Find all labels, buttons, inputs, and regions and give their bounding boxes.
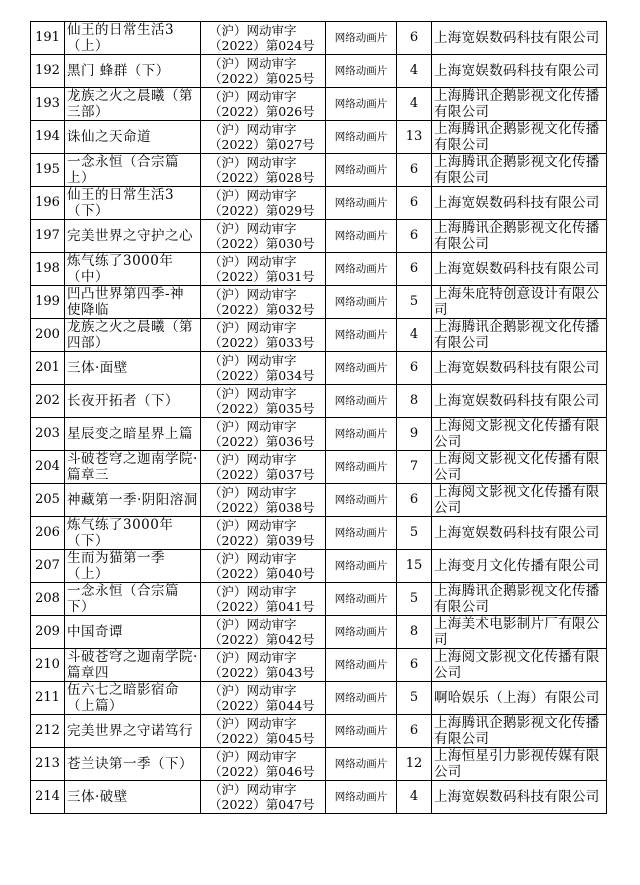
producer-company: 上海腾讯企鹅影视文化传播有限公司 — [432, 319, 607, 352]
permit-line-1: （沪）网动审字 — [209, 155, 297, 170]
approval-table — [30, 21, 607, 814]
table-row — [31, 253, 607, 286]
row-number: 204 — [31, 451, 65, 484]
episode-count: 13 — [397, 121, 432, 154]
table-row — [31, 682, 607, 715]
producer-company: 啊哈娱乐（上海）有限公司 — [432, 682, 607, 715]
row-number: 195 — [31, 154, 65, 187]
permit-line-2: （2022）第047号 — [209, 797, 315, 812]
program-title: 神藏第一季·阴阳溶洞 — [65, 484, 201, 517]
permit-number — [201, 484, 326, 517]
permit-line-1: （沪）网动审字 — [209, 683, 297, 698]
producer-company: 上海阅文影视文化传播有限公司 — [432, 451, 607, 484]
program-type: 网络动画片 — [326, 715, 397, 748]
program-type: 网络动画片 — [326, 583, 397, 616]
program-title: 龙族之火之晨曦（第四部） — [65, 319, 201, 352]
program-title: 伍六七之暗影宿命（上篇） — [65, 682, 201, 715]
permit-line-2: （2022）第038号 — [209, 500, 315, 515]
permit-line-2: （2022）第027号 — [209, 137, 315, 152]
table-row — [31, 484, 607, 517]
row-number: 196 — [31, 187, 65, 220]
permit-number — [201, 418, 326, 451]
producer-company: 上海宽娱数码科技有限公司 — [432, 22, 607, 55]
permit-line-2: （2022）第031号 — [209, 269, 315, 284]
producer-company: 上海宽娱数码科技有限公司 — [432, 352, 607, 385]
row-number: 192 — [31, 55, 65, 88]
program-type: 网络动画片 — [326, 55, 397, 88]
table-row — [31, 88, 607, 121]
program-type: 网络动画片 — [326, 187, 397, 220]
table-row — [31, 418, 607, 451]
permit-line-1: （沪）网动审字 — [209, 89, 297, 104]
episode-count: 6 — [397, 154, 432, 187]
permit-line-2: （2022）第029号 — [209, 203, 315, 218]
producer-company: 上海阅文影视文化传播有限公司 — [432, 484, 607, 517]
program-type: 网络动画片 — [326, 319, 397, 352]
program-title: 仙王的日常生活3（下） — [65, 187, 201, 220]
permit-number — [201, 88, 326, 121]
permit-line-2: （2022）第030号 — [209, 236, 315, 251]
permit-number — [201, 517, 326, 550]
row-number: 200 — [31, 319, 65, 352]
program-title: 黑门 蜂群（下） — [65, 55, 201, 88]
table-row — [31, 187, 607, 220]
program-title: 炼气练了3000年（中） — [65, 253, 201, 286]
producer-company: 上海腾讯企鹅影视文化传播有限公司 — [432, 715, 607, 748]
row-number: 214 — [31, 781, 65, 814]
table-row — [31, 55, 607, 88]
permit-line-2: （2022）第034号 — [209, 368, 315, 383]
producer-company: 上海腾讯企鹅影视文化传播有限公司 — [432, 88, 607, 121]
permit-line-2: （2022）第028号 — [209, 170, 315, 185]
permit-line-1: （沪）网动审字 — [209, 650, 297, 665]
episode-count: 7 — [397, 451, 432, 484]
program-type: 网络动画片 — [326, 517, 397, 550]
permit-line-1: （沪）网动审字 — [209, 749, 297, 764]
permit-line-1: （沪）网动审字 — [209, 386, 297, 401]
program-type: 网络动画片 — [326, 550, 397, 583]
permit-line-2: （2022）第033号 — [209, 335, 315, 350]
permit-line-2: （2022）第032号 — [209, 302, 315, 317]
row-number: 211 — [31, 682, 65, 715]
program-type: 网络动画片 — [326, 121, 397, 154]
permit-line-1: （沪）网动审字 — [209, 287, 297, 302]
episode-count: 8 — [397, 385, 432, 418]
episode-count: 6 — [397, 649, 432, 682]
permit-line-2: （2022）第041号 — [209, 599, 315, 614]
table-body — [31, 22, 607, 814]
episode-count: 4 — [397, 319, 432, 352]
row-number: 205 — [31, 484, 65, 517]
program-type: 网络动画片 — [326, 154, 397, 187]
permit-line-1: （沪）网动审字 — [209, 122, 297, 137]
permit-line-1: （沪）网动审字 — [209, 584, 297, 599]
producer-company: 上海宽娱数码科技有限公司 — [432, 517, 607, 550]
program-type: 网络动画片 — [326, 418, 397, 451]
table-row — [31, 517, 607, 550]
program-type: 网络动画片 — [326, 781, 397, 814]
episode-count: 6 — [397, 220, 432, 253]
permit-line-2: （2022）第046号 — [209, 764, 315, 779]
row-number: 194 — [31, 121, 65, 154]
producer-company: 上海宽娱数码科技有限公司 — [432, 187, 607, 220]
program-type: 网络动画片 — [326, 484, 397, 517]
producer-company: 上海朱庇特创意设计有限公司 — [432, 286, 607, 319]
table-row — [31, 550, 607, 583]
permit-number — [201, 550, 326, 583]
table-row — [31, 286, 607, 319]
program-type: 网络动画片 — [326, 616, 397, 649]
permit-line-1: （沪）网动审字 — [209, 221, 297, 236]
episode-count: 9 — [397, 418, 432, 451]
episode-count: 6 — [397, 22, 432, 55]
program-title: 生而为猫第一季（上） — [65, 550, 201, 583]
program-title: 一念永恒（合宗篇上） — [65, 154, 201, 187]
permit-number — [201, 583, 326, 616]
program-type: 网络动画片 — [326, 385, 397, 418]
episode-count: 6 — [397, 187, 432, 220]
permit-number — [201, 682, 326, 715]
program-type: 网络动画片 — [326, 649, 397, 682]
program-type: 网络动画片 — [326, 451, 397, 484]
episode-count: 5 — [397, 517, 432, 550]
episode-count: 6 — [397, 253, 432, 286]
row-number: 213 — [31, 748, 65, 781]
episode-count: 15 — [397, 550, 432, 583]
permit-line-2: （2022）第035号 — [209, 401, 315, 416]
episode-count: 6 — [397, 715, 432, 748]
permit-line-1: （沪）网动审字 — [209, 716, 297, 731]
producer-company: 上海宽娱数码科技有限公司 — [432, 253, 607, 286]
table-row — [31, 748, 607, 781]
producer-company: 上海腾讯企鹅影视文化传播有限公司 — [432, 583, 607, 616]
permit-line-1: （沪）网动审字 — [209, 56, 297, 71]
row-number: 197 — [31, 220, 65, 253]
table-row — [31, 385, 607, 418]
permit-line-1: （沪）网动审字 — [209, 23, 297, 38]
permit-number — [201, 286, 326, 319]
permit-line-2: （2022）第025号 — [209, 71, 315, 86]
row-number: 202 — [31, 385, 65, 418]
row-number: 201 — [31, 352, 65, 385]
episode-count: 8 — [397, 616, 432, 649]
program-type: 网络动画片 — [326, 748, 397, 781]
permit-line-2: （2022）第039号 — [209, 533, 315, 548]
program-title: 斗破苍穹之迦南学院·篇章四 — [65, 649, 201, 682]
program-type: 网络动画片 — [326, 220, 397, 253]
permit-line-2: （2022）第036号 — [209, 434, 315, 449]
program-title: 中国奇谭 — [65, 616, 201, 649]
episode-count: 5 — [397, 286, 432, 319]
permit-number — [201, 352, 326, 385]
program-title: 凹凸世界第四季-神使降临 — [65, 286, 201, 319]
program-title: 斗破苍穹之迦南学院·篇章三 — [65, 451, 201, 484]
permit-line-1: （沪）网动审字 — [209, 551, 297, 566]
program-type: 网络动画片 — [326, 286, 397, 319]
table-row — [31, 649, 607, 682]
program-title: 三体·破壁 — [65, 781, 201, 814]
permit-number — [201, 781, 326, 814]
episode-count: 12 — [397, 748, 432, 781]
permit-line-1: （沪）网动审字 — [209, 452, 297, 467]
producer-company: 上海宽娱数码科技有限公司 — [432, 385, 607, 418]
permit-number — [201, 253, 326, 286]
permit-number — [201, 715, 326, 748]
permit-number — [201, 220, 326, 253]
row-number: 191 — [31, 22, 65, 55]
program-title: 仙王的日常生活3（上） — [65, 22, 201, 55]
program-title: 三体·面壁 — [65, 352, 201, 385]
table-row — [31, 220, 607, 253]
permit-line-1: （沪）网动审字 — [209, 419, 297, 434]
permit-line-1: （沪）网动审字 — [209, 353, 297, 368]
producer-company: 上海恒星引力影视传媒有限公司 — [432, 748, 607, 781]
permit-line-1: （沪）网动审字 — [209, 254, 297, 269]
permit-line-2: （2022）第043号 — [209, 665, 315, 680]
table-row — [31, 154, 607, 187]
program-title: 苍兰诀第一季（下） — [65, 748, 201, 781]
program-title: 完美世界之守诺笃行 — [65, 715, 201, 748]
producer-company: 上海腾讯企鹅影视文化传播有限公司 — [432, 154, 607, 187]
producer-company: 上海阅文影视文化传播有限公司 — [432, 649, 607, 682]
table-row — [31, 616, 607, 649]
program-type: 网络动画片 — [326, 352, 397, 385]
row-number: 210 — [31, 649, 65, 682]
permit-number — [201, 748, 326, 781]
permit-line-2: （2022）第037号 — [209, 467, 315, 482]
episode-count: 6 — [397, 484, 432, 517]
program-title: 诛仙之天命道 — [65, 121, 201, 154]
permit-number — [201, 451, 326, 484]
episode-count: 6 — [397, 352, 432, 385]
program-title: 完美世界之守护之心 — [65, 220, 201, 253]
permit-line-2: （2022）第042号 — [209, 632, 315, 647]
producer-company: 上海变月文化传播有限公司 — [432, 550, 607, 583]
row-number: 209 — [31, 616, 65, 649]
permit-line-1: （沪）网动审字 — [209, 188, 297, 203]
row-number: 198 — [31, 253, 65, 286]
program-type: 网络动画片 — [326, 88, 397, 121]
permit-number — [201, 154, 326, 187]
episode-count: 5 — [397, 682, 432, 715]
producer-company: 上海阅文影视文化传播有限公司 — [432, 418, 607, 451]
table-row — [31, 583, 607, 616]
episode-count: 5 — [397, 583, 432, 616]
row-number: 206 — [31, 517, 65, 550]
row-number: 203 — [31, 418, 65, 451]
episode-count: 4 — [397, 781, 432, 814]
permit-number — [201, 385, 326, 418]
program-title: 龙族之火之晨曦（第三部） — [65, 88, 201, 121]
table-row — [31, 121, 607, 154]
producer-company: 上海腾讯企鹅影视文化传播有限公司 — [432, 220, 607, 253]
program-type: 网络动画片 — [326, 22, 397, 55]
producer-company: 上海宽娱数码科技有限公司 — [432, 55, 607, 88]
permit-number — [201, 649, 326, 682]
permit-number — [201, 55, 326, 88]
permit-line-2: （2022）第024号 — [209, 38, 315, 53]
program-title: 星辰变之暗星界上篇 — [65, 418, 201, 451]
permit-line-2: （2022）第045号 — [209, 731, 315, 746]
permit-line-1: （沪）网动审字 — [209, 518, 297, 533]
permit-line-2: （2022）第044号 — [209, 698, 315, 713]
table-row — [31, 715, 607, 748]
row-number: 199 — [31, 286, 65, 319]
permit-number — [201, 121, 326, 154]
permit-number — [201, 187, 326, 220]
program-type: 网络动画片 — [326, 253, 397, 286]
producer-company: 上海腾讯企鹅影视文化传播有限公司 — [432, 121, 607, 154]
row-number: 212 — [31, 715, 65, 748]
permit-number — [201, 616, 326, 649]
permit-line-2: （2022）第040号 — [209, 566, 315, 581]
program-title: 一念永恒（合宗篇下） — [65, 583, 201, 616]
permit-line-1: （沪）网动审字 — [209, 782, 297, 797]
table-row — [31, 352, 607, 385]
table-row — [31, 22, 607, 55]
permit-line-1: （沪）网动审字 — [209, 320, 297, 335]
permit-number — [201, 319, 326, 352]
episode-count: 4 — [397, 88, 432, 121]
permit-number — [201, 22, 326, 55]
producer-company: 上海宽娱数码科技有限公司 — [432, 781, 607, 814]
program-title: 炼气练了3000年（下） — [65, 517, 201, 550]
row-number: 207 — [31, 550, 65, 583]
row-number: 193 — [31, 88, 65, 121]
table-row — [31, 451, 607, 484]
episode-count: 4 — [397, 55, 432, 88]
table-row — [31, 781, 607, 814]
program-type: 网络动画片 — [326, 682, 397, 715]
permit-line-1: （沪）网动审字 — [209, 617, 297, 632]
table-row — [31, 319, 607, 352]
permit-line-1: （沪）网动审字 — [209, 485, 297, 500]
program-title: 长夜开拓者（下） — [65, 385, 201, 418]
row-number: 208 — [31, 583, 65, 616]
permit-line-2: （2022）第026号 — [209, 104, 315, 119]
producer-company: 上海美术电影制片厂有限公司 — [432, 616, 607, 649]
